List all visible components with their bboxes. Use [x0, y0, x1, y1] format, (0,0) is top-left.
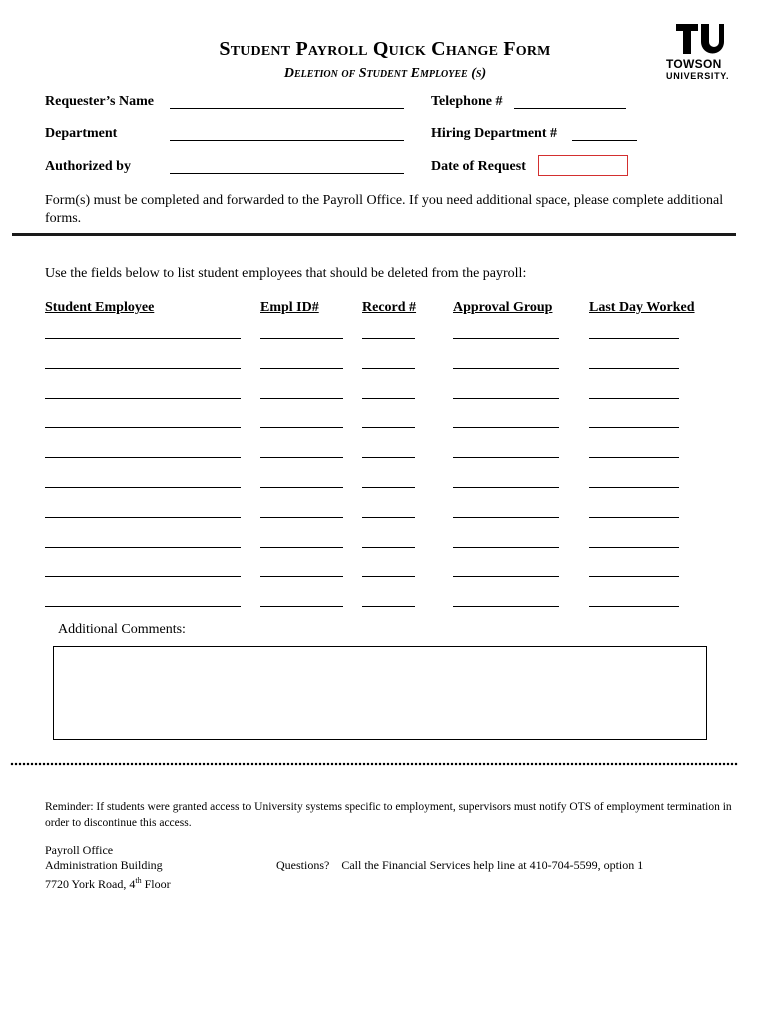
list-intro-text: Use the fields below to list student employees that should be deleted from the payroll:: [45, 266, 527, 281]
column-header-approval-group: Approval Group: [453, 300, 553, 315]
record-line[interactable]: [362, 487, 415, 488]
logo-name-line1: TOWSON: [666, 57, 722, 71]
approval-group-line[interactable]: [453, 606, 559, 607]
record-line[interactable]: [362, 398, 415, 399]
student-employee-line[interactable]: [45, 368, 241, 369]
telephone-label: Telephone #: [431, 94, 503, 109]
tu-logo-mark-icon: [676, 22, 724, 56]
last-day-worked-line[interactable]: [589, 368, 679, 369]
record-line[interactable]: [362, 576, 415, 577]
empl-id-line[interactable]: [260, 487, 343, 488]
student-employee-line[interactable]: [45, 487, 241, 488]
record-line[interactable]: [362, 338, 415, 339]
hiring-department-label: Hiring Department #: [431, 126, 557, 141]
approval-group-line[interactable]: [453, 368, 559, 369]
student-employee-line[interactable]: [45, 606, 241, 607]
approval-group-line[interactable]: [453, 547, 559, 548]
last-day-worked-line[interactable]: [589, 427, 679, 428]
towson-logo: [666, 22, 738, 88]
address-line-2: Administration Building: [45, 858, 163, 872]
address-line-3: 7720 York Road, 4th Floor: [45, 876, 171, 891]
record-line[interactable]: [362, 457, 415, 458]
record-line[interactable]: [362, 517, 415, 518]
dotted-separator: [10, 762, 738, 766]
logo-name-line2: UNIVERSITY.: [666, 71, 730, 81]
last-day-worked-line[interactable]: [589, 487, 679, 488]
address-line-1: Payroll Office: [45, 843, 114, 857]
date-of-request-label: Date of Request: [431, 159, 526, 174]
empl-id-line[interactable]: [260, 547, 343, 548]
approval-group-line[interactable]: [453, 398, 559, 399]
approval-group-line[interactable]: [453, 427, 559, 428]
last-day-worked-line[interactable]: [589, 338, 679, 339]
record-line[interactable]: [362, 547, 415, 548]
column-header-empl-id: Empl ID#: [260, 300, 319, 315]
department-field[interactable]: [170, 140, 404, 141]
student-employee-line[interactable]: [45, 338, 241, 339]
department-label: Department: [45, 126, 118, 141]
empl-id-line[interactable]: [260, 457, 343, 458]
column-header-record: Record #: [362, 300, 417, 315]
payroll-address: [45, 843, 171, 892]
record-line[interactable]: [362, 606, 415, 607]
empl-id-line[interactable]: [260, 398, 343, 399]
section-divider: [12, 233, 736, 236]
authorized-by-label: Authorized by: [45, 159, 131, 174]
date-of-request-field[interactable]: [538, 155, 628, 176]
empl-id-line[interactable]: [260, 606, 343, 607]
approval-group-line[interactable]: [453, 487, 559, 488]
last-day-worked-line[interactable]: [589, 517, 679, 518]
last-day-worked-line[interactable]: [589, 547, 679, 548]
empl-id-line[interactable]: [260, 368, 343, 369]
approval-group-line[interactable]: [453, 457, 559, 458]
reminder-text: Reminder: If students were granted access to University systems specific to employment, supervisors must notify OTS of employment termination in order to discontinue this access.: [45, 801, 732, 829]
empl-id-line[interactable]: [260, 576, 343, 577]
column-header-last-day-worked: Last Day Worked: [589, 300, 695, 315]
empl-id-line[interactable]: [260, 517, 343, 518]
telephone-field[interactable]: [514, 108, 626, 109]
last-day-worked-line[interactable]: [589, 576, 679, 577]
form-title: Student Payroll Quick Change Form: [219, 38, 551, 60]
additional-comments-box[interactable]: [53, 646, 707, 740]
student-employee-line[interactable]: [45, 547, 241, 548]
requester-name-field[interactable]: [170, 108, 404, 109]
student-employee-line[interactable]: [45, 457, 241, 458]
last-day-worked-line[interactable]: [589, 398, 679, 399]
approval-group-line[interactable]: [453, 576, 559, 577]
column-header-student-employee: Student Employee: [45, 300, 155, 315]
last-day-worked-line[interactable]: [589, 457, 679, 458]
student-employee-line[interactable]: [45, 576, 241, 577]
record-line[interactable]: [362, 368, 415, 369]
record-line[interactable]: [362, 427, 415, 428]
form-subtitle: Deletion of Student Employee (s): [283, 66, 487, 81]
last-day-worked-line[interactable]: [589, 606, 679, 607]
authorized-by-field[interactable]: [170, 173, 404, 174]
questions-help-line: Questions? Call the Financial Services help line at 410-704-5599, option 1: [276, 858, 644, 872]
empl-id-line[interactable]: [260, 427, 343, 428]
instructions-text: Form(s) must be completed and forwarded to the Payroll Office. If you need additional space, please complete additional forms.: [45, 193, 724, 226]
student-employee-line[interactable]: [45, 427, 241, 428]
empl-id-line[interactable]: [260, 338, 343, 339]
requester-name-label: Requester’s Name: [45, 94, 154, 109]
additional-comments-label: Additional Comments:: [58, 622, 186, 637]
student-employee-line[interactable]: [45, 398, 241, 399]
hiring-department-field[interactable]: [572, 140, 637, 141]
student-employee-line[interactable]: [45, 517, 241, 518]
approval-group-line[interactable]: [453, 338, 559, 339]
approval-group-line[interactable]: [453, 517, 559, 518]
